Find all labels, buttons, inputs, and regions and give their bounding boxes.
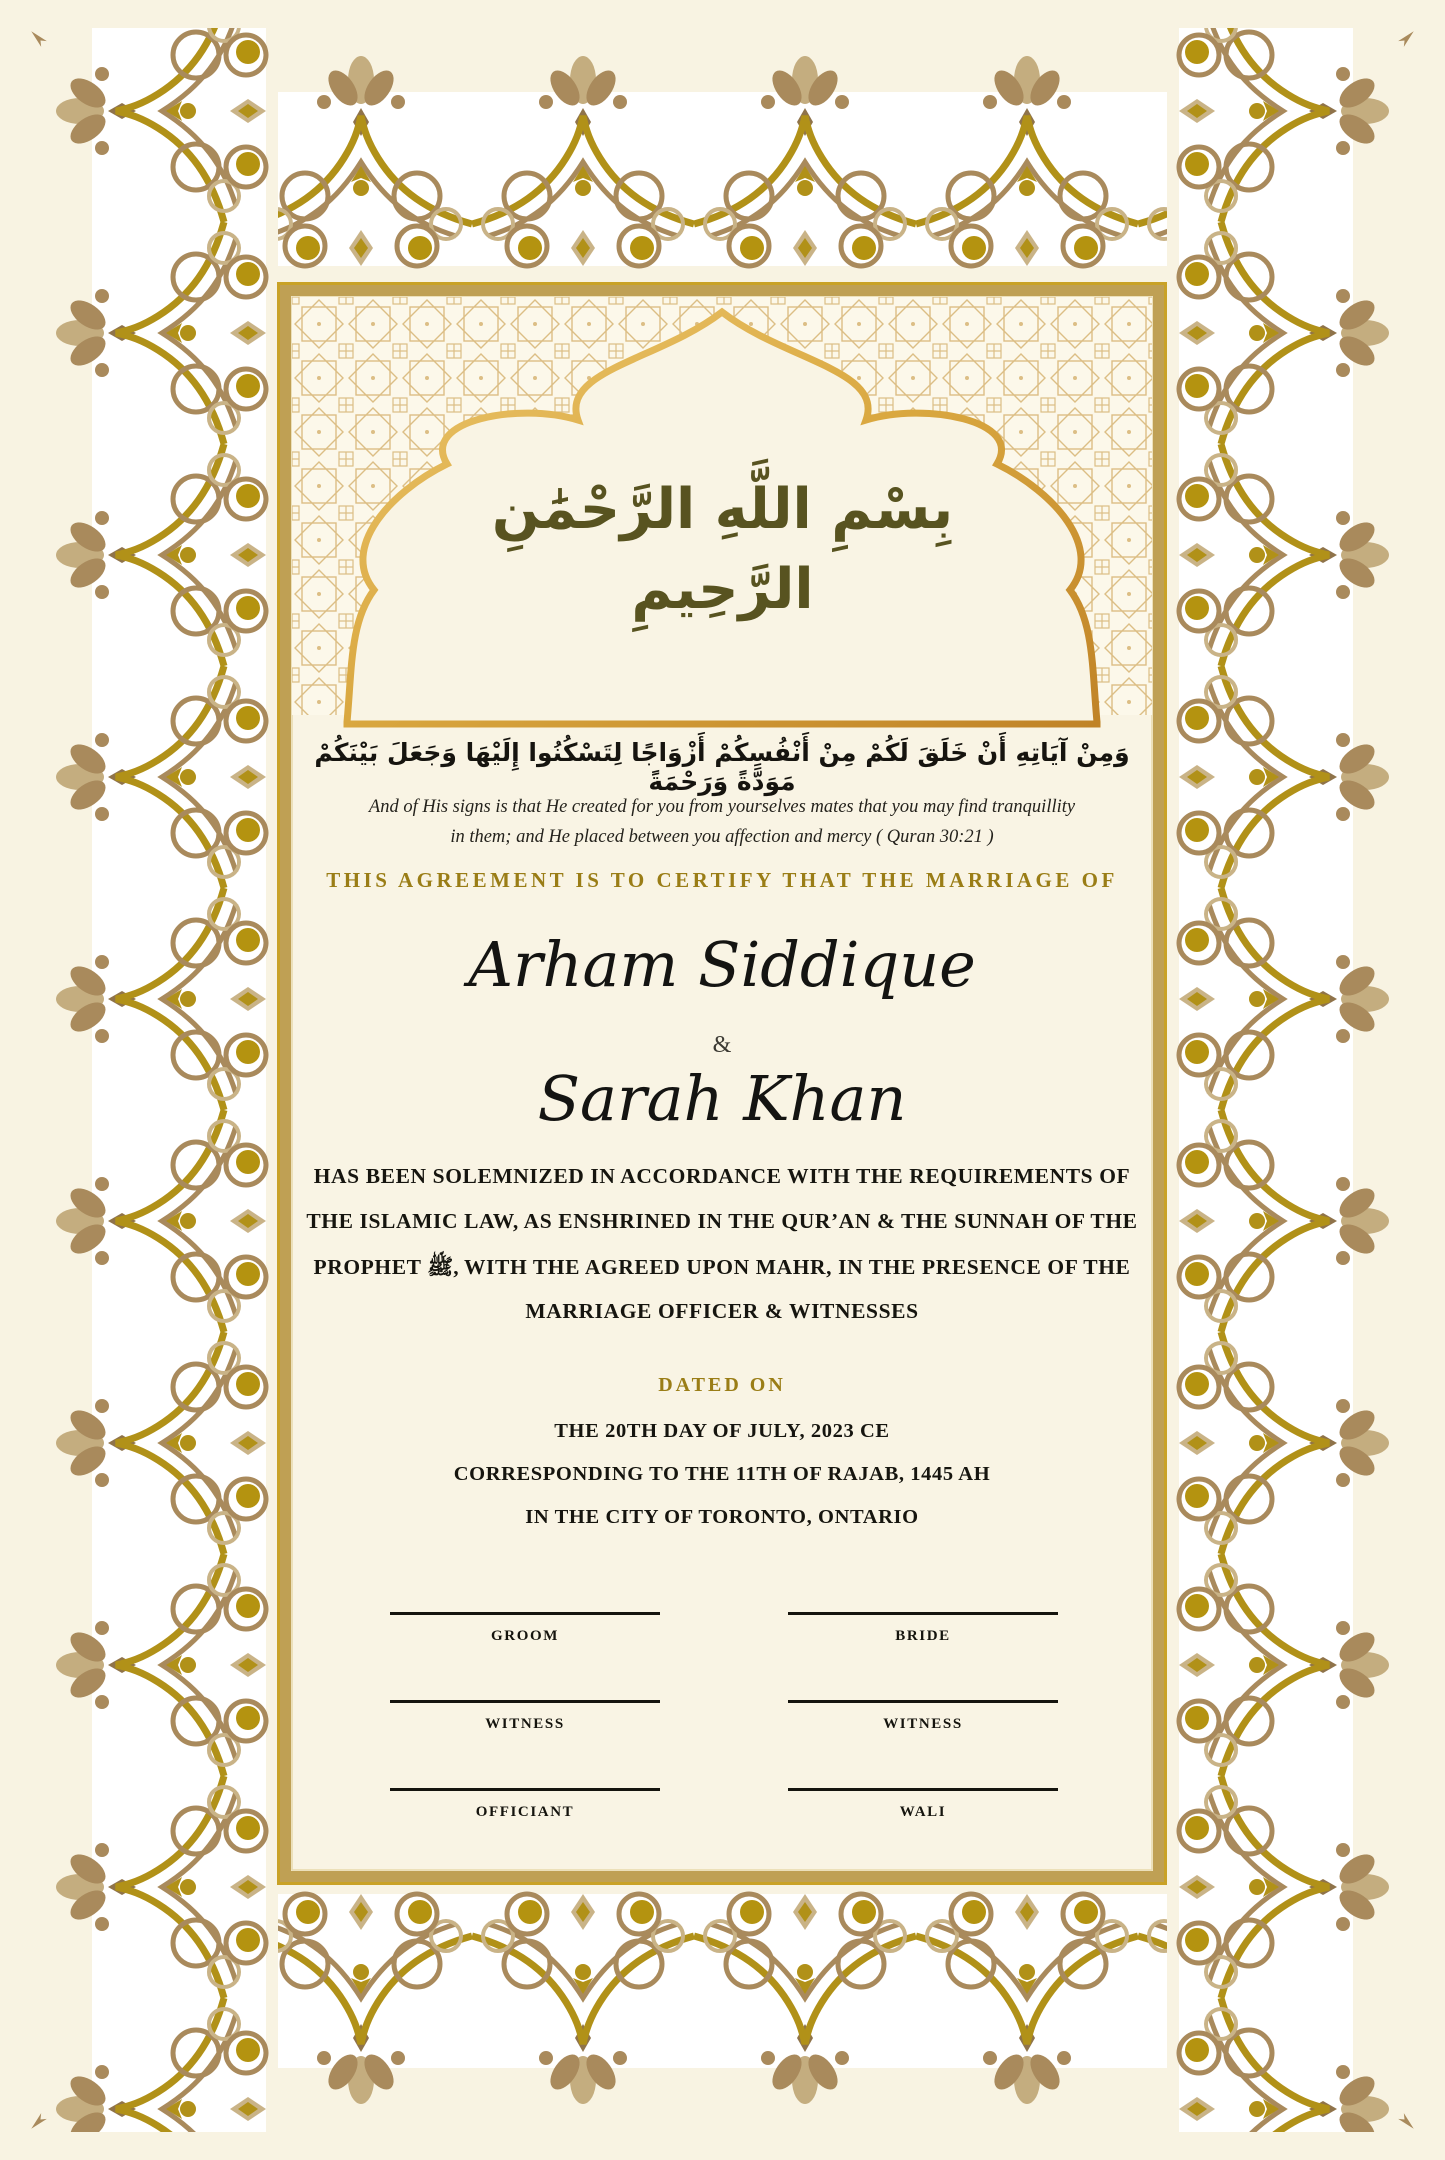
date-line-gregorian: THE 20TH DAY OF JULY, 2023 CE — [554, 1420, 890, 1442]
signature-label-bride: BRIDE — [895, 1628, 951, 1644]
signature-line-officiant — [390, 1788, 660, 1791]
signature-line-witness-2 — [788, 1700, 1058, 1703]
signature-line-bride — [788, 1612, 1058, 1615]
body-line-2: THE ISLAMIC LAW, AS ENSHRINED IN THE QUR’AN & THE SUNNAH OF THE — [306, 1209, 1138, 1233]
date-line-hijri: CORRESPONDING TO THE 11TH OF RAJAB, 1445 AH — [453, 1463, 991, 1485]
body-line-3: PROPHET ﷺ, WITH THE AGREED UPON MAHR, IN THE PRESENCE OF THE — [313, 1255, 1131, 1279]
certify-heading: THIS AGREEMENT IS TO CERTIFY THAT THE MARRIAGE OF — [326, 868, 1118, 892]
signature-line-groom — [390, 1612, 660, 1615]
quran-verse-translation: And of His signs is that He created for you from yourselves mates that you may find tranquillity in them; and He placed between you affection and mercy ( Quran 30:21 ) — [368, 797, 1076, 847]
ampersand: & — [712, 1032, 732, 1058]
signature-label-witness-1: WITNESS — [485, 1716, 565, 1732]
signature-line-wali — [788, 1788, 1058, 1791]
signature-label-groom: GROOM — [491, 1628, 559, 1644]
signature-line-witness-1 — [390, 1700, 660, 1703]
signature-label-wali: WALI — [899, 1804, 947, 1820]
body-line-1: HAS BEEN SOLEMNIZED IN ACCORDANCE WITH THE REQUIREMENTS OF — [313, 1164, 1131, 1188]
signature-label-witness-2: WITNESS — [883, 1716, 963, 1732]
date-line-city: IN THE CITY OF TORONTO, ONTARIO — [525, 1506, 919, 1528]
groom-name: Arham Siddique — [468, 928, 976, 1001]
dated-on-label: DATED ON — [658, 1374, 786, 1396]
body-line-4: MARRIAGE OFFICER & WITNESSES — [525, 1299, 919, 1323]
bismillah-calligraphy: بِسْمِ اللَّهِ الرَّحْمَٰنِ الرَّحِيمِ — [491, 477, 954, 622]
bride-name: Sarah Khan — [537, 1062, 907, 1135]
signature-label-officiant: OFFICIANT — [475, 1804, 575, 1820]
quran-verse-arabic: وَمِنْ آيَاتِهِ أَنْ خَلَقَ لَكُمْ مِنْ أَنْفُسِكُمْ أَزْوَاجًا لِتَسْكُنُوا إِلَيْهَا وَجَعَلَ بَيْنَكُمْ مَوَدَّةً وَرَحْمَةً — [314, 738, 1130, 796]
